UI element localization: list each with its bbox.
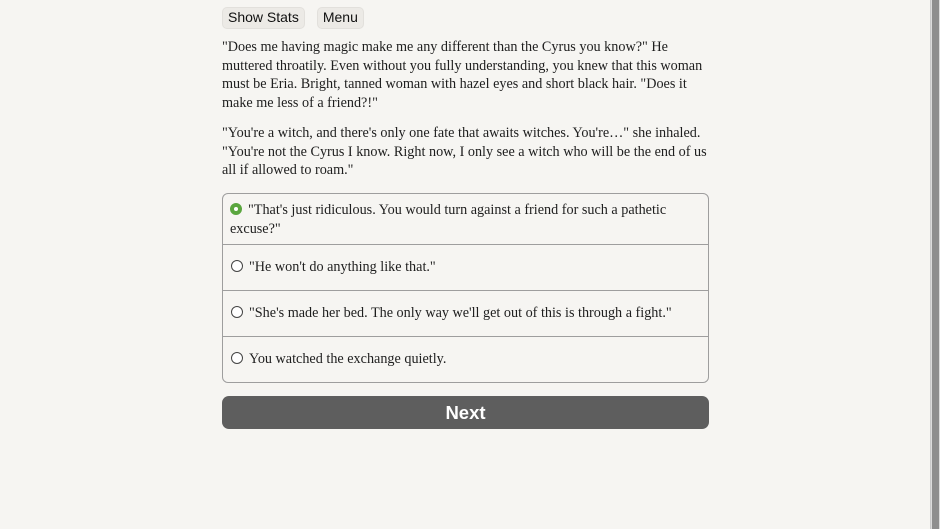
choice-option[interactable] [223, 244, 708, 290]
next-button[interactable]: Next [222, 396, 709, 429]
story-paragraph: "Does me having magic make me any different than the Cyrus you know?" He muttered throatily. Even without you fully understanding, you knew that this woman must be Eria. Bright, tanned woman with hazel eyes and short black hair. "Does it make me less of a friend?!" [222, 39, 703, 111]
top-toolbar [222, 7, 364, 29]
radio-button-icon[interactable] [231, 260, 243, 272]
scrollbar-thumb[interactable] [932, 0, 939, 529]
radio-button-icon[interactable] [230, 203, 242, 215]
choice-option[interactable] [223, 290, 708, 336]
radio-button-icon[interactable] [231, 306, 243, 318]
radio-button-icon[interactable] [231, 352, 243, 364]
choice-label: You watched the exchange quietly. [249, 351, 447, 367]
choice-option[interactable] [223, 336, 708, 382]
choice-label: "That's just ridiculous. You would turn against a friend for such a pathetic excuse?" [230, 202, 667, 237]
choice-option[interactable] [223, 194, 708, 244]
choice-label: "She's made her bed. The only way we'll get out of this is through a fight." [249, 305, 672, 321]
choice-label: "He won't do anything like that." [249, 259, 436, 275]
menu-button[interactable]: Menu [317, 7, 364, 29]
page-scrollbar[interactable] [930, 0, 940, 529]
story-paragraph: "You're a witch, and there's only one fate that awaits witches. You're…" she inhaled. "You're not the Cyrus I know. Right now, I only see a witch who will be the end of us all if allowed to roam." [222, 125, 707, 179]
show-stats-button[interactable]: Show Stats [222, 7, 305, 29]
choice-list [222, 193, 709, 383]
